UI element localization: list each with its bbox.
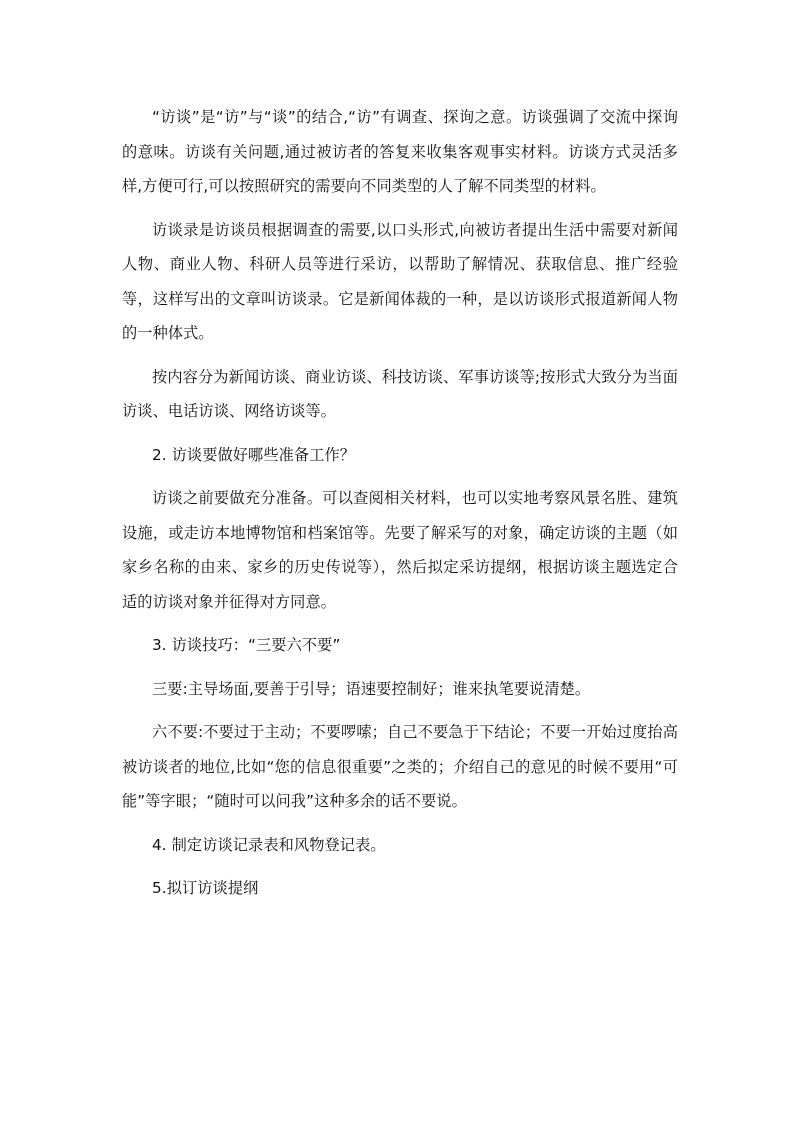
paragraph-six-dont: 六不要:不要过于主动；不要啰嗦；自己不要急于下结论；不要一开始过度抬高被访谈者的地位,比如“您的信息很重要”之类的；介绍自己的意见的时候不要用“可能”等字眼；“随时可以问我”这种多余的话不要说。: [122, 723, 678, 810]
section-heading-record-forms: 4. 制定访谈记录表和风物登记表。: [152, 835, 386, 854]
section-heading-outline: 5.拟订访谈提纲: [152, 879, 259, 897]
paragraph-preparation: 访谈之前要做充分准备。可以查阅相关材料，也可以实地考察风景名胜、建筑设施，或走访本地博物馆和档案馆等。先要了解采写的对象，确定访谈的主题（如家乡名称的由来、家乡的历史传说等），然后拟定采访提纲，根据访谈主题选定合适的访谈对象并征得对方同意。: [122, 489, 678, 611]
document-body: [122, 100, 678, 915]
section-heading-techniques: 3. 访谈技巧：“三要六不要”: [152, 636, 341, 654]
paragraph-interview-record: 访谈录是访谈员根据调查的需要,以口头形式,向被访者提出生活中需要对新闻人物、商业人物、科研人员等进行采访，以帮助了解情况、获取信息、推广经验等，这样写出的文章叫访谈录。它是新闻体裁的一种，是以访谈形式报道新闻人物的一种体式。: [122, 220, 678, 342]
paragraph-interview-types: 按内容分为新闻访谈、商业访谈、科技访谈、军事访谈等;按形式大致分为当面访谈、电话访谈、网络访谈等。: [122, 367, 678, 420]
paragraph-interview-definition: “访谈”是“访”与“谈”的结合,“访”有调查、探询之意。访谈强调了交流中探询的意味。访谈有关问题,通过被访者的答复来收集客观事实材料。访谈方式灵活多样,方便可行,可以按照研究的需要向不同类型的人了解不同类型的材料。: [122, 108, 678, 195]
paragraph-three-musts: 三要:主导场面,要善于引导；语速要控制好；谁来执笔要说清楚。: [152, 679, 591, 698]
section-heading-preparation: 2. 访谈要做好哪些准备工作？: [152, 445, 356, 464]
